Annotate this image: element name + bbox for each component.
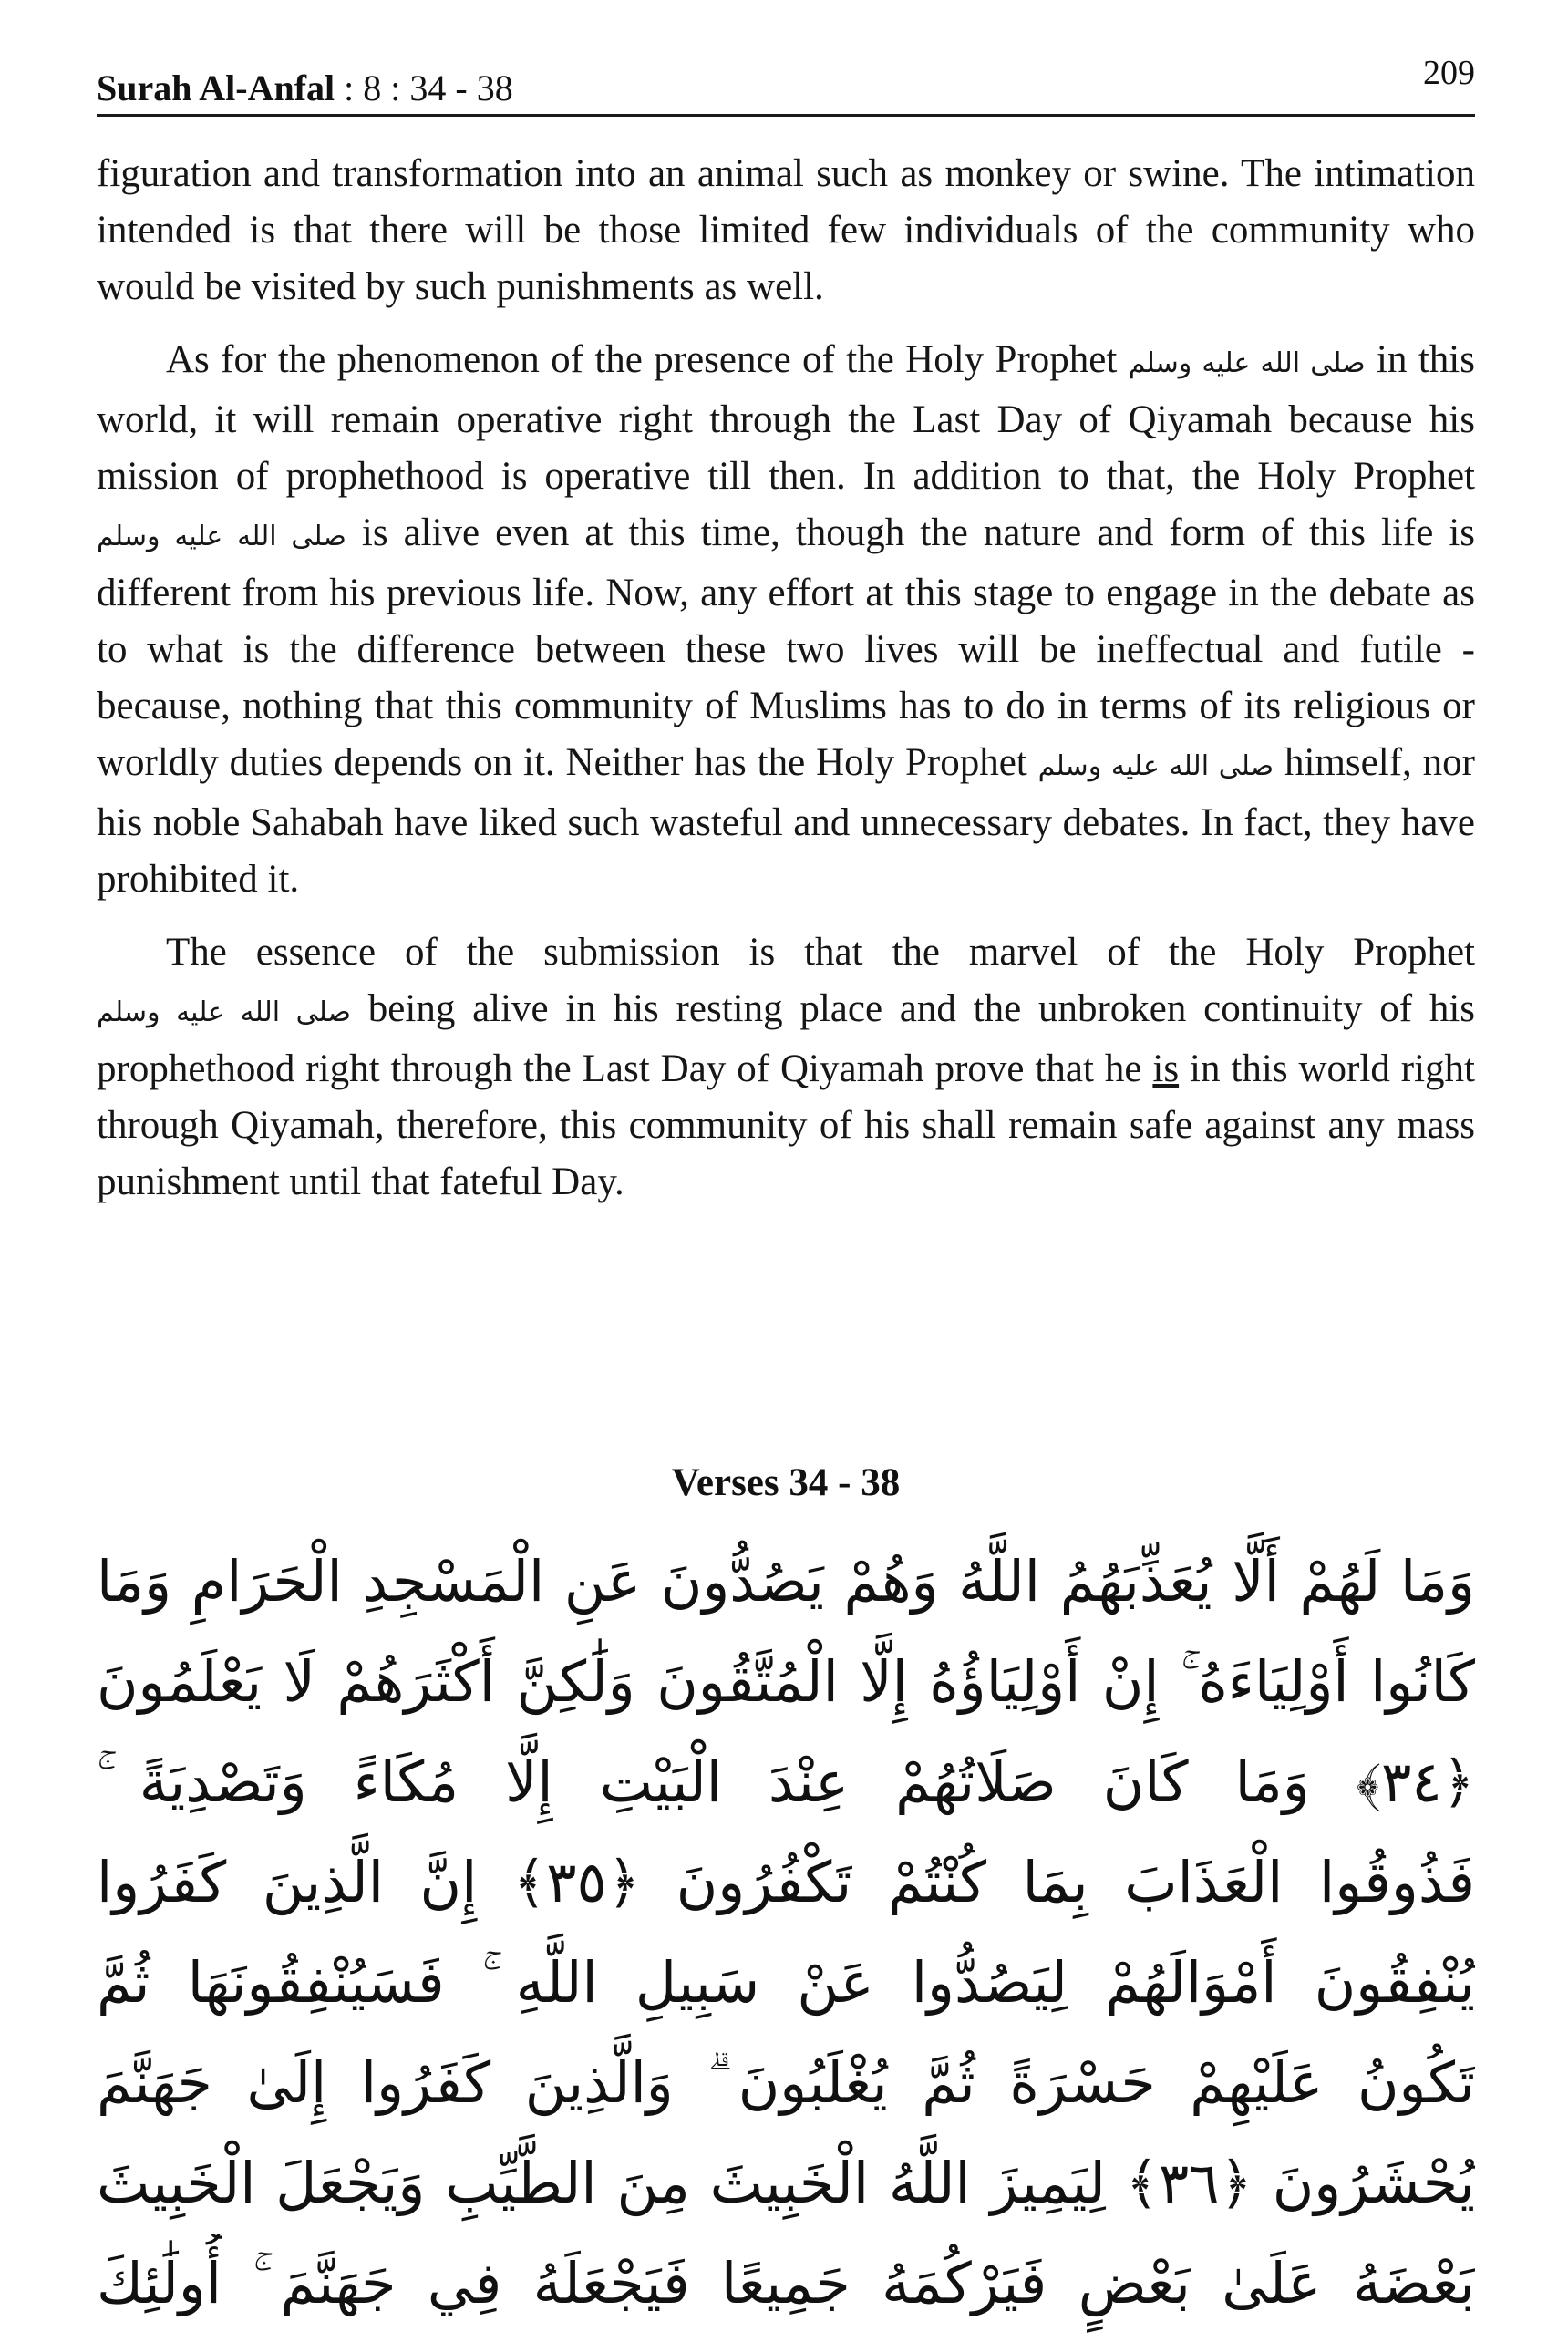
- paragraph-1: figuration and transformation into an animal such as monkey or swine. The intimation intended is that there will be those limited few individuals of the community who would be visited by such punishments as well.: [97, 152, 1475, 308]
- paragraph-3-text-2: being alive in his resting place and the unbroken continuity of his prophethood right through the Last Day of Qiyamah prove that he: [97, 987, 1475, 1090]
- arabic-line: وَمَا لَهُمْ أَلَّا يُعَذِّبَهُمُ اللَّهُ وَهُمْ يَصُدُّونَ عَنِ الْمَسْجِدِ الْحَرَامِ وَمَا: [97, 1548, 1475, 1615]
- paragraph-2-text-1: As for the phenomenon of the presence of the Holy Prophet: [166, 338, 1129, 381]
- arabic-verses: [97, 1532, 1475, 2334]
- paragraph-2-text-2: in this world, it will remain operative right through the Last Day of Qiyamah because his mission of prophethood is operative till then. In addition to that, the Holy Prophet: [97, 338, 1475, 498]
- honorific-salutation: صلى الله عليه وسلم: [97, 521, 346, 552]
- paragraph-2: [97, 332, 1475, 908]
- header-title: [97, 67, 513, 109]
- honorific-salutation: صلى الله عليه وسلم: [97, 996, 352, 1028]
- paragraph-2-text-3: is alive even at this time, though the nature and form of this life is different from his previous life. Now, any effort at this stage to engage in the debate as to what is the difference between these two lives will be ineffectual and futile - because, nothing that this community of Muslims has to do in terms of its religious or worldly duties depends on it. Neither has the Holy Prophet: [97, 511, 1476, 784]
- arabic-line: يُحْشَرُونَ ﴿٣٦﴾ لِيَمِيزَ اللَّهُ الْخَبِيثَ مِنَ الطَّيِّبِ وَيَجْعَلَ الْخَبِيثَ: [97, 2150, 1475, 2216]
- underlined-word: is: [1152, 1047, 1180, 1090]
- verses-heading: Verses 34 - 38: [671, 1461, 901, 1504]
- arabic-line: بَعْضَهُ عَلَىٰ بَعْضٍ فَيَرْكُمَهُ جَمِيعًا فَيَجْعَلَهُ فِي جَهَنَّمَ ۚ أُولَٰئِكَ: [97, 2250, 1475, 2316]
- arabic-line: يُنْفِقُونَ أَمْوَالَهُمْ لِيَصُدُّوا عَنْ سَبِيلِ اللَّهِ ۚ فَسَيُنْفِقُونَهَا ثُمَّ: [97, 1949, 1475, 2016]
- paragraph-2-text-4: himself, nor his noble Sahabah have liked such wasteful and unnecessary debates. In fact, they have prohibited it.: [97, 741, 1475, 901]
- paragraph-3-text-3: in this world right through Qiyamah, therefore, this community of his shall remain safe against any mass punishment until that fateful Day.: [97, 1047, 1475, 1203]
- paragraph-3: [97, 924, 1475, 1211]
- arabic-line: كَانُوا أَوْلِيَاءَهُ ۚ إِنْ أَوْلِيَاؤُهُ إِلَّا الْمُتَّقُونَ وَلَٰكِنَّ أَكْثَرَهُمْ لَا يَعْلَمُونَ: [97, 1648, 1475, 1715]
- verse-reference: : 8 : 34 - 38: [335, 67, 513, 108]
- arabic-line: فَذُوقُوا الْعَذَابَ بِمَا كُنْتُمْ تَكْفُرُونَ ﴿٣٥﴾ إِنَّ الَّذِينَ كَفَرُوا: [97, 1849, 1475, 1915]
- surah-name: Surah Al-Anfal: [97, 67, 335, 108]
- arabic-line: تَكُونُ عَلَيْهِمْ حَسْرَةً ثُمَّ يُغْلَبُونَ ۗ وَالَّذِينَ كَفَرُوا إِلَىٰ جَهَنَّمَ: [97, 2049, 1475, 2116]
- header-rule: [97, 114, 1475, 117]
- body-text: [97, 146, 1475, 1227]
- honorific-salutation: صلى الله عليه وسلم: [1128, 347, 1366, 379]
- running-header: [97, 53, 1475, 117]
- paragraph-3-text-1: The essence of the submission is that the marvel of the Holy Prophet: [166, 931, 1475, 974]
- honorific-salutation: صلى الله عليه وسلم: [1037, 750, 1274, 782]
- page-number: 209: [1423, 54, 1475, 92]
- arabic-line: ﴿٣٤﴾ وَمَا كَانَ صَلَاتُهُمْ عِنْدَ الْبَيْتِ إِلَّا مُكَاءً وَتَصْدِيَةً ۚ: [97, 1749, 1475, 1815]
